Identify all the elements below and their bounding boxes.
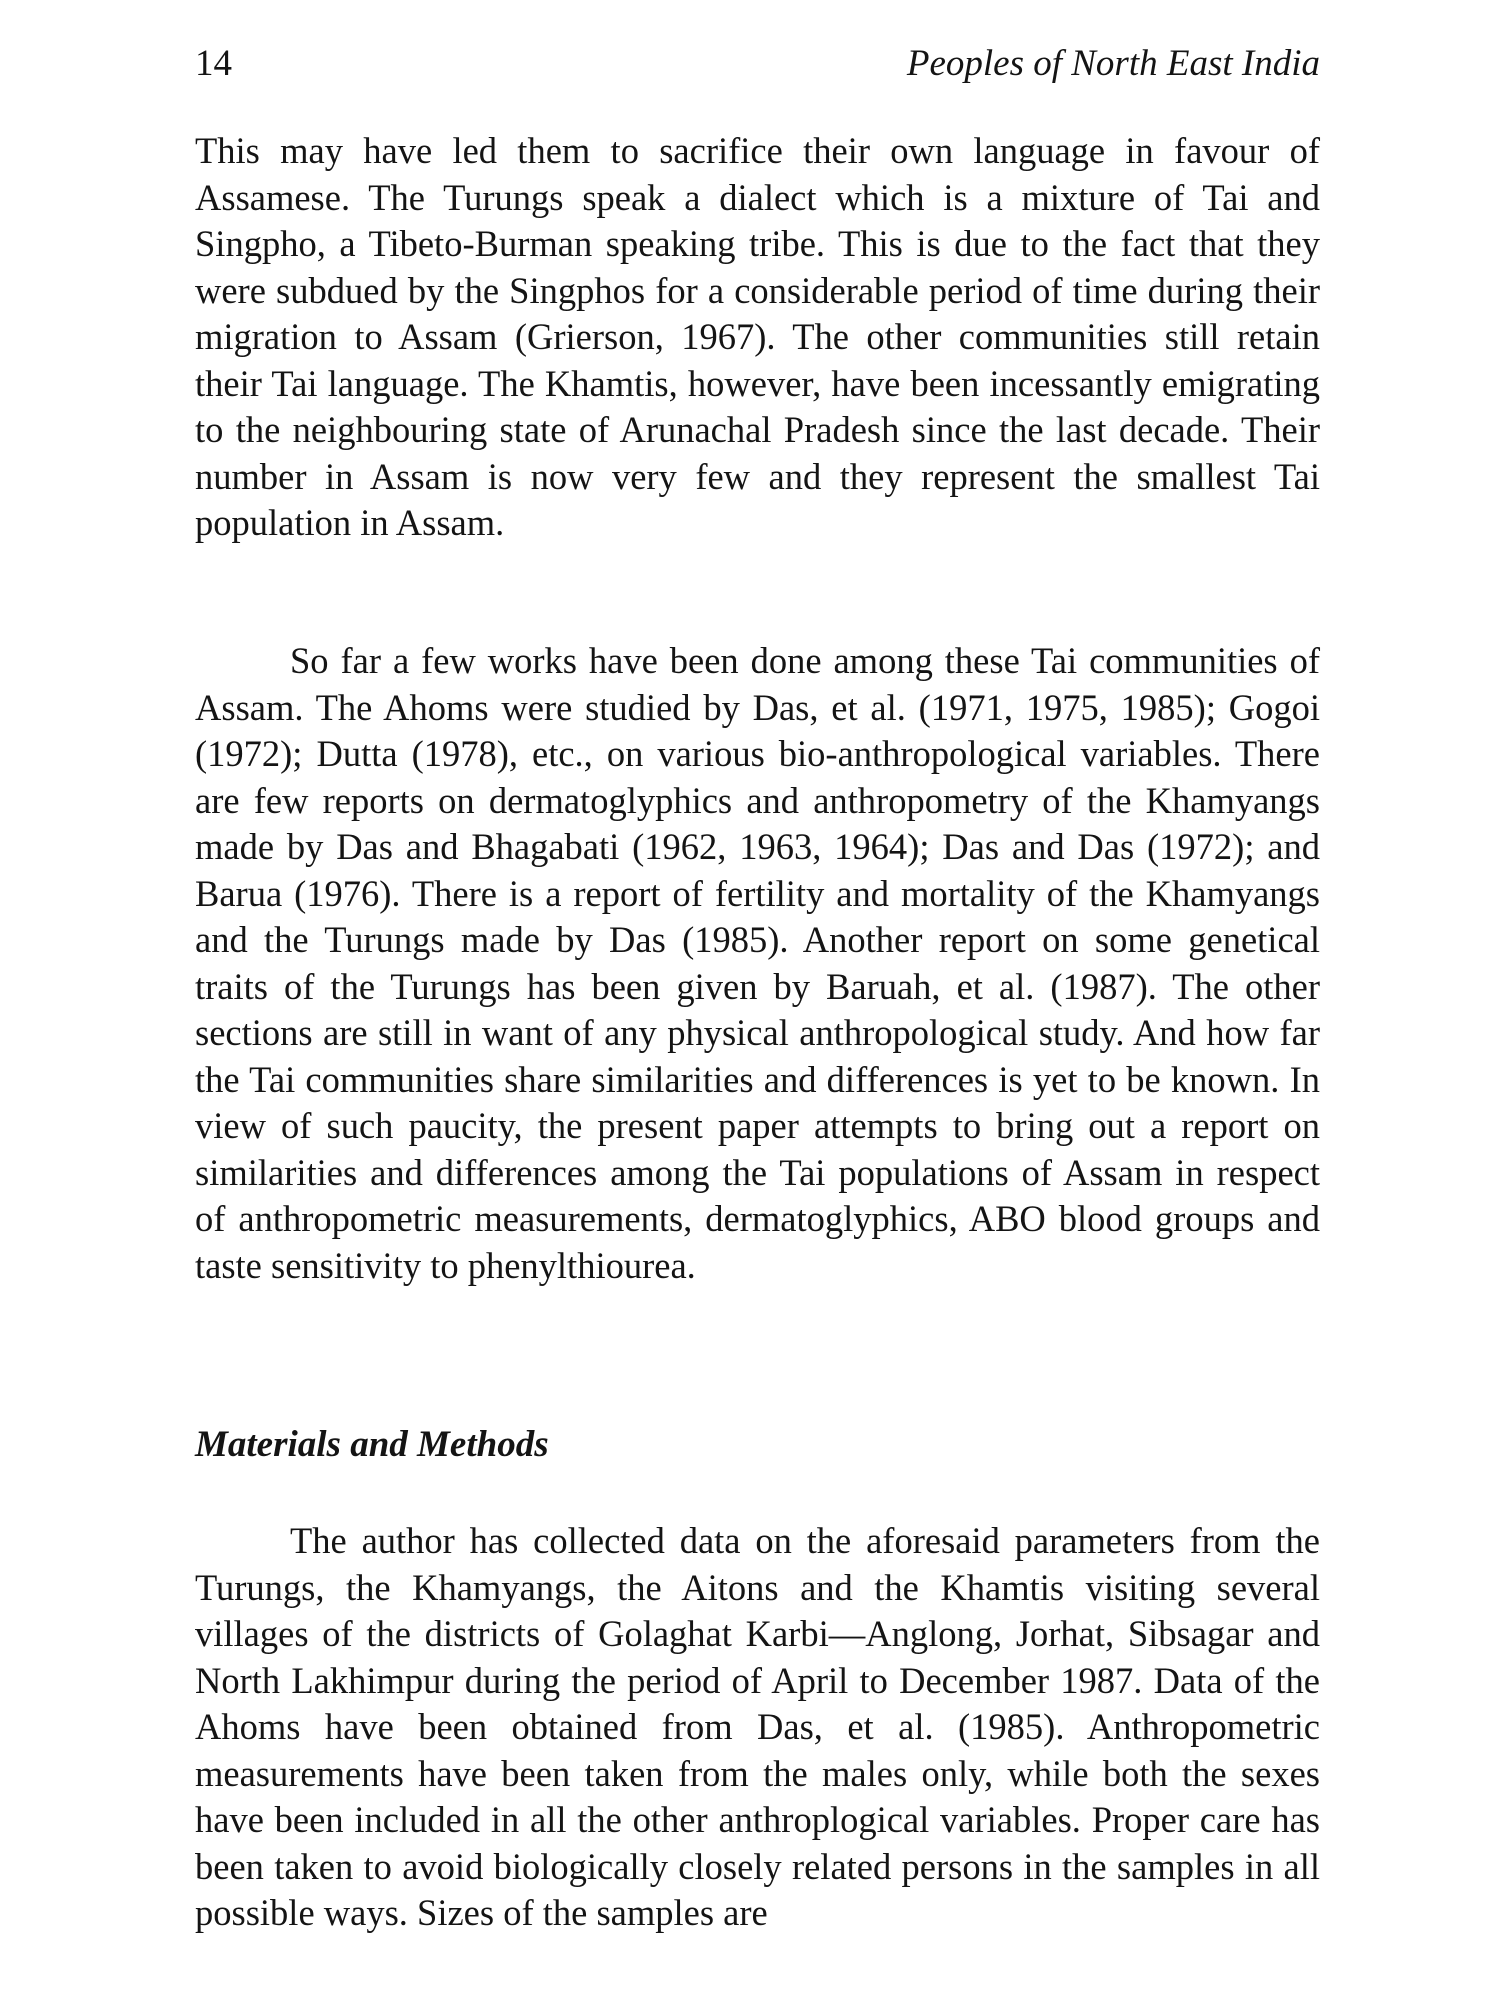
page-header <box>195 34 1320 94</box>
running-title: Peoples of North East India <box>906 43 1320 84</box>
paragraph-language-shift: This may have led them to sacrifice their own language in favour of Assamese. The Turungs speak a dialect which is a mixture of Tai and Singpho, a Tibeto-Burman speaking tribe. This is due to the fact that they were subdued by the Singphos for a considerable period of time during their migration to Assam (Grierson, 1967). The other communities still retain their Tai language. The Khamtis, however, have been incessantly emigrating to the neighbouring state of Arunachal Pradesh since the last decade. Their number in Assam is now very few and they represent the smallest Tai population in Assam. <box>195 130 1320 543</box>
page-number: 14 <box>195 43 232 84</box>
section-heading-materials-methods: Materials and Methods <box>195 1424 549 1465</box>
paragraph-previous-works: So far a few works have been done among these Tai communities of Assam. The Ahoms were studied by Das, et al. (1971, 1975, 1985); Gogoi (1972); Dutta (1978), etc., on various bio-anthropological variables. There are few reports on dermatoglyphics and anthropometry of the Khamyangs made by Das and Bhagabati (1962, 1963, 1964); Das and Das (1972); and Barua (1976). There is a report of fertility and mortality of the Khamyangs and the Turungs made by Das (1985). Another report on some genetical traits of the Turungs has been given by Baruah, et al. (1987). The other sections are still in want of any physical anthropological study. And how far the Tai communities share similarities and differences is yet to be known. In view of such paucity, the present paper attempts to bring out a report on similarities and differences among the Tai populations of Assam in respect of anthropometric measurements, dermatoglyphics, ABO blood groups and taste sensitivity to phenylthiourea. <box>195 640 1320 1286</box>
paragraph-materials-methods: The author has collected data on the aforesaid parameters from the Turungs, the Khamyangs, the Aitons and the Khamtis visiting several villages of the districts of Golaghat Karbi—Anglong, Jorhat, Sibsagar and North Lakhimpur during the period of April to December 1987. Data of the Ahoms have been obtained from Das, et al. (1985). Anthropometric measurements have been taken from the males only, while both the sexes have been included in all the other anthroplogical variables. Proper care has been taken to avoid biologically closely related persons in the samples in all possible ways. Sizes of the samples are <box>195 1520 1320 1933</box>
